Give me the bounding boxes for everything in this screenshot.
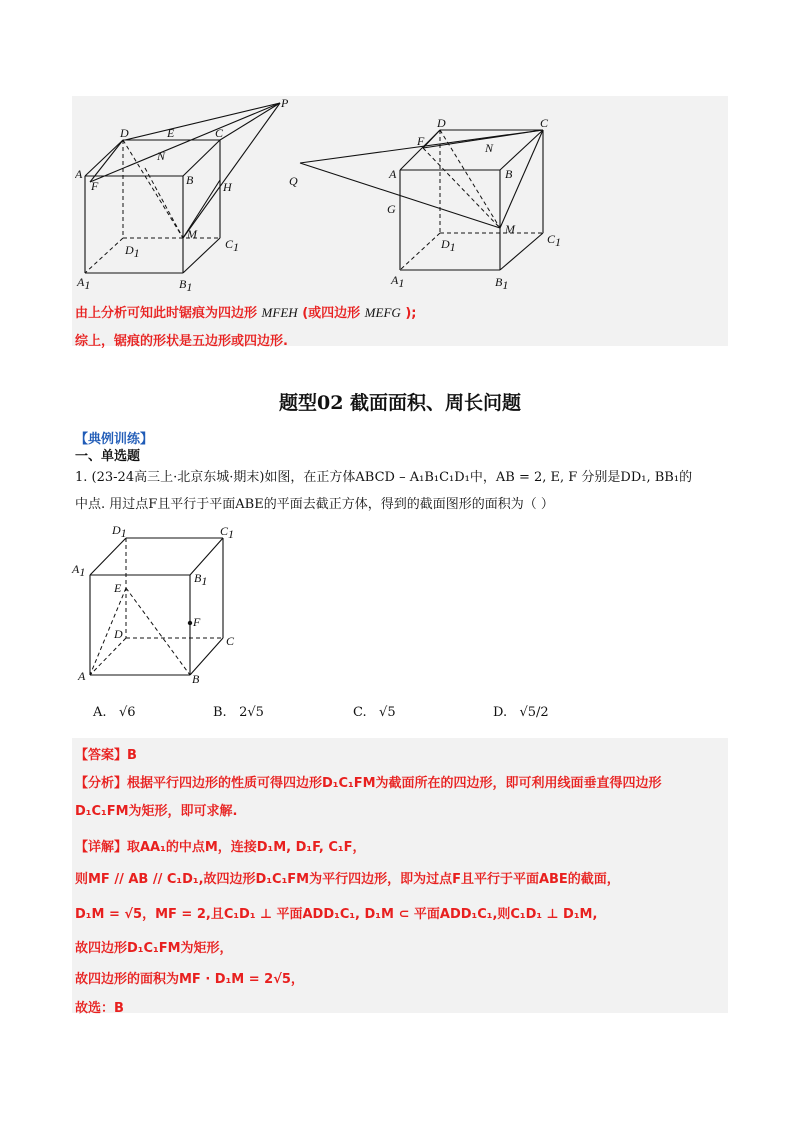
- fig3-label-F: F: [193, 615, 201, 629]
- fig3-label-E: E: [114, 581, 122, 595]
- fig2-label-A: A: [389, 167, 397, 181]
- fig1-label-A: A: [75, 167, 83, 181]
- detail-line-6: 故选：B: [75, 1001, 124, 1016]
- fig1-label-C: C: [215, 126, 224, 140]
- figure-cube-saw-2: [285, 98, 585, 298]
- fig3-label-B: B: [192, 672, 200, 686]
- figure-question-cube: [68, 520, 243, 690]
- fig3-label-B1: B1: [194, 571, 208, 588]
- detail-line-2: 则MF // AB // C₁D₁,故四边形D₁C₁FM为平行四边形，即为过点F且平行于平面ABE的截面，: [75, 872, 620, 887]
- fig3-label-A: A: [78, 669, 86, 683]
- fig3-label-C1: C1: [220, 524, 235, 541]
- fig1-label-B: B: [186, 173, 194, 187]
- figure-cube-saw-1: [75, 98, 315, 298]
- fig1-label-D: D: [120, 126, 129, 140]
- fig2-label-D: D: [437, 116, 446, 130]
- top-box-line-1: 由上分析可知此时锯痕为四边形 MFEH (或四边形 MEFG );: [75, 305, 417, 321]
- fig2-label-A1: A1: [391, 273, 405, 290]
- fig3-label-C: C: [226, 634, 235, 648]
- fig1-label-C1: C1: [225, 237, 240, 254]
- analysis-line-1: 【分析】根据平行四边形的性质可得四边形D₁C₁FM为截面所在的四边形，即可利用线面垂直得四边形: [75, 776, 662, 791]
- answer-line: 【答案】B: [75, 748, 137, 763]
- fig2-label-B: B: [505, 167, 513, 181]
- detail-line-4: 故四边形D₁C₁FM为矩形，: [75, 941, 233, 956]
- fig1-label-A1: A1: [77, 275, 91, 292]
- fig3-label-D: D: [114, 627, 123, 641]
- fig2-label-N: N: [485, 141, 494, 155]
- detail-line-3: D₁M = √5，MF = 2,且C₁D₁ ⊥ 平面ADD₁C₁, D₁M ⊂ 平面ADD₁C₁,则C₁D₁ ⊥ D₁M,: [75, 907, 598, 922]
- fig2-label-F: F: [417, 134, 425, 148]
- fig1-label-F: F: [91, 179, 99, 193]
- fig2-label-Q: Q: [289, 174, 298, 188]
- question-line-2: 中点. 用过点F且平行于平面ABE的平面去截正方体，得到的截面图形的面积为（ ）: [75, 497, 554, 512]
- fig1-label-P: P: [281, 98, 289, 110]
- fig3-label-D1: D1: [112, 523, 127, 540]
- fig2-label-G: G: [387, 202, 396, 216]
- fig1-label-N: N: [157, 149, 166, 163]
- fig1-label-H: H: [223, 180, 232, 194]
- fig2-label-M: M: [505, 222, 515, 236]
- fig2-label-D1: D1: [441, 237, 456, 254]
- option-c[interactable]: C. √5: [353, 705, 396, 720]
- fig3-label-A1: A1: [72, 562, 86, 579]
- fig1-label-M: M: [187, 227, 197, 241]
- fig1-label-E: E: [167, 126, 175, 140]
- top-box-line-2: 综上，锯痕的形状是五边形或四边形.: [75, 334, 288, 349]
- fig2-label-C: C: [540, 116, 549, 130]
- option-d[interactable]: D. √5/2: [493, 705, 549, 720]
- detail-line-1: 【详解】取AA₁的中点M，连接D₁M, D₁F, C₁F，: [75, 840, 366, 855]
- sub-label: 【典例训练】: [75, 432, 154, 447]
- analysis-line-2: D₁C₁FM为矩形，即可求解.: [75, 804, 238, 819]
- section-title: 题型02 截面面积、周长问题: [278, 392, 522, 414]
- option-a[interactable]: A. √6: [93, 705, 136, 720]
- question-line-1: 1. (23-24高三上·北京东城·期末)如图，在正方体ABCD – A₁B₁C₁D₁中，AB = 2, E, F 分别是DD₁, BB₁的: [75, 470, 693, 485]
- option-b[interactable]: B. 2√5: [213, 705, 264, 720]
- fig1-label-B1: B1: [179, 277, 193, 294]
- fig2-label-C1: C1: [547, 232, 562, 249]
- fig2-label-B1: B1: [495, 275, 509, 292]
- detail-line-5: 故四边形的面积为MF · D₁M = 2√5，: [75, 972, 304, 987]
- category-label: 一、单选题: [75, 449, 141, 464]
- fig1-label-D1: D1: [125, 243, 140, 260]
